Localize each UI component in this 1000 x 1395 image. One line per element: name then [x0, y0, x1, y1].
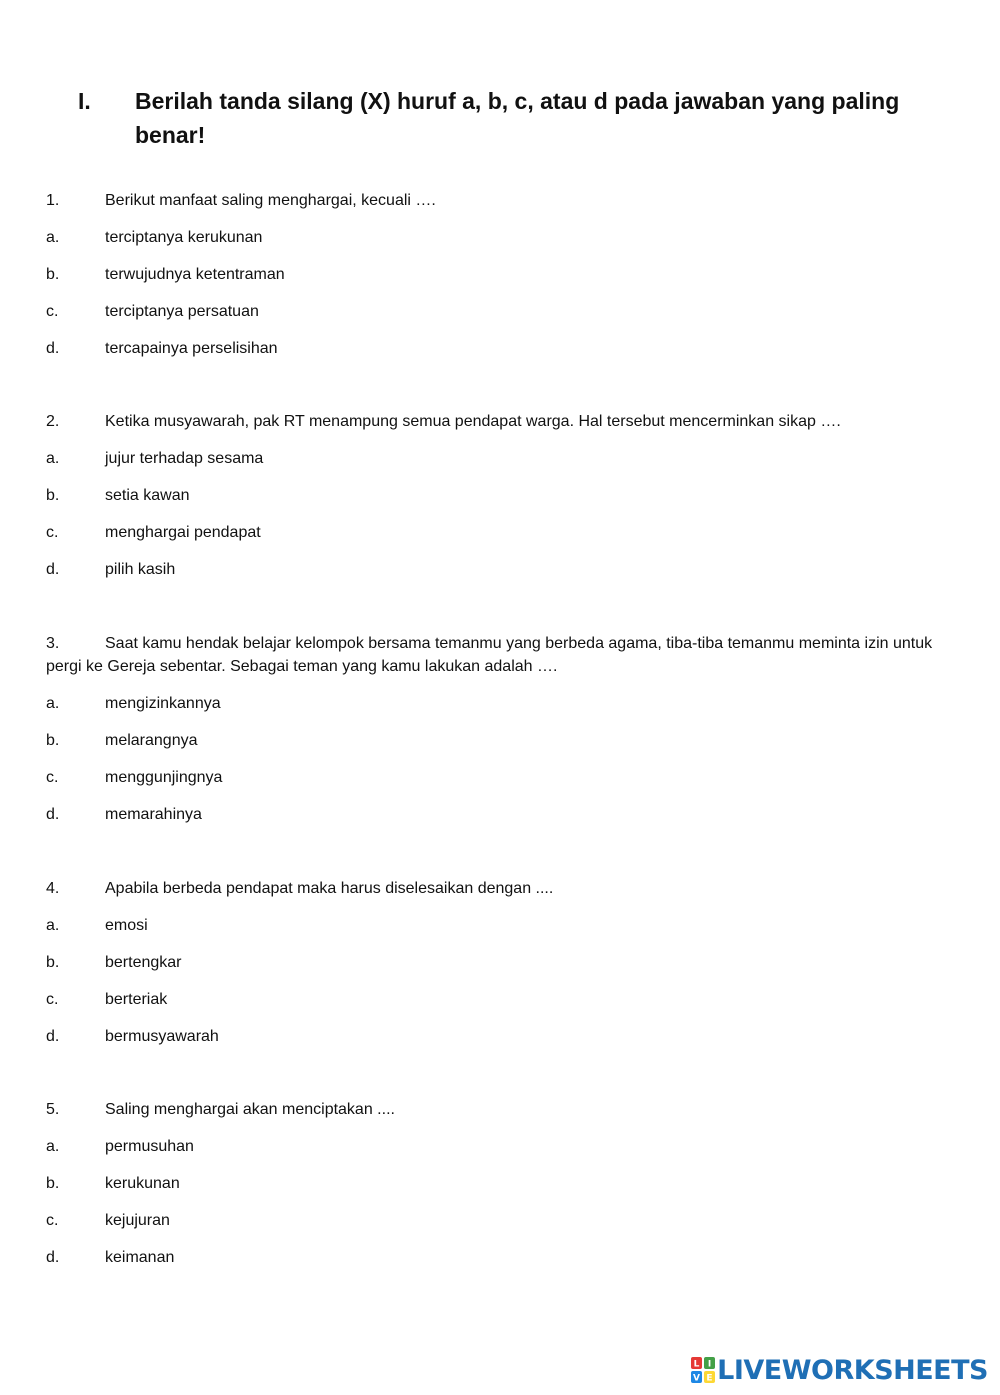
option-text: melarangnya: [105, 732, 198, 749]
option-1c[interactable]: [46, 300, 259, 323]
liveworksheets-brand[interactable]: [691, 1354, 988, 1386]
option-label: b.: [46, 732, 60, 749]
option-label: d.: [46, 561, 60, 578]
question-text: Berikut manfaat saling menghargai, kecuali ….: [105, 192, 436, 209]
option-4c[interactable]: [46, 988, 167, 1011]
question-number: 5.: [46, 1101, 60, 1118]
option-label: b.: [46, 954, 60, 971]
option-label: d.: [46, 1028, 60, 1045]
option-text: setia kawan: [105, 487, 190, 504]
option-label: c.: [46, 524, 59, 541]
option-label: d.: [46, 340, 60, 357]
brand-name: LIVEWORKSHEETS: [717, 1354, 988, 1386]
svg-text:I: I: [707, 1359, 712, 1370]
option-text: bertengkar: [105, 954, 182, 971]
question-text: Apabila berbeda pendapat maka harus diselesaikan dengan ....: [105, 880, 554, 897]
option-5a[interactable]: [46, 1135, 194, 1158]
question-number: 2.: [46, 413, 60, 430]
option-2b[interactable]: [46, 484, 190, 507]
option-label: c.: [46, 1212, 59, 1229]
option-5d[interactable]: [46, 1246, 174, 1269]
option-text: berteriak: [105, 991, 168, 1008]
question-number: 1.: [46, 192, 60, 209]
question-1: [46, 189, 436, 212]
option-text: terciptanya persatuan: [105, 303, 259, 320]
question-number: 4.: [46, 880, 60, 897]
option-label: d.: [46, 806, 60, 823]
option-text: mengizinkannya: [105, 695, 221, 712]
option-label: b.: [46, 1175, 60, 1192]
option-5b[interactable]: [46, 1172, 180, 1195]
option-text: permusuhan: [105, 1138, 194, 1155]
question-text: Ketika musyawarah, pak RT menampung semua pendapat warga. Hal tersebut mencerminkan sikap ….: [105, 413, 841, 430]
option-1b[interactable]: [46, 263, 285, 286]
option-label: a.: [46, 229, 60, 246]
option-2d[interactable]: [46, 558, 175, 581]
question-text: Saat kamu hendak belajar kelompok bersama temanmu yang berbeda agama, tiba-tiba temanmu meminta izin untuk pergi ke Gereja sebentar. Sebagai teman yang kamu lakukan adalah ….: [46, 635, 933, 675]
option-text: terwujudnya ketentraman: [105, 266, 285, 283]
section-title: [78, 84, 938, 152]
option-text: kejujuran: [105, 1212, 170, 1229]
option-3a[interactable]: [46, 692, 221, 715]
option-4d[interactable]: [46, 1025, 219, 1048]
section-instruction: Berilah tanda silang (X) huruf a, b, c, atau d pada jawaban yang paling benar!: [135, 88, 900, 148]
option-3b[interactable]: [46, 729, 198, 752]
svg-text:V: V: [693, 1373, 701, 1383]
option-1a[interactable]: [46, 226, 262, 249]
question-number: 3.: [46, 635, 60, 652]
liveworksheets-logo-icon: [691, 1357, 715, 1383]
option-label: d.: [46, 1249, 60, 1266]
question-2: [46, 410, 841, 433]
question-text: Saling menghargai akan menciptakan ....: [105, 1101, 395, 1118]
option-text: kerukunan: [105, 1175, 180, 1192]
option-text: terciptanya kerukunan: [105, 229, 263, 246]
svg-text:L: L: [693, 1359, 700, 1370]
option-text: menghargai pendapat: [105, 524, 261, 541]
option-text: memarahinya: [105, 806, 202, 823]
option-text: menggunjingnya: [105, 769, 223, 786]
svg-text:E: E: [706, 1373, 713, 1383]
option-1d[interactable]: [46, 337, 278, 360]
option-text: jujur terhadap sesama: [105, 450, 264, 467]
option-4a[interactable]: [46, 914, 148, 937]
option-text: tercapainya perselisihan: [105, 340, 278, 357]
option-text: bermusyawarah: [105, 1028, 219, 1045]
option-3d[interactable]: [46, 803, 202, 826]
section-number: I.: [78, 88, 91, 114]
option-label: a.: [46, 1138, 60, 1155]
option-text: keimanan: [105, 1249, 175, 1266]
option-label: a.: [46, 695, 60, 712]
option-text: emosi: [105, 917, 148, 934]
option-label: a.: [46, 450, 60, 467]
option-text: pilih kasih: [105, 561, 176, 578]
option-label: b.: [46, 487, 60, 504]
option-label: c.: [46, 303, 59, 320]
option-label: b.: [46, 266, 60, 283]
question-3: [46, 632, 946, 678]
option-4b[interactable]: [46, 951, 182, 974]
option-label: c.: [46, 991, 59, 1008]
option-3c[interactable]: [46, 766, 222, 789]
option-5c[interactable]: [46, 1209, 170, 1232]
question-5: [46, 1098, 395, 1121]
option-label: a.: [46, 917, 60, 934]
option-label: c.: [46, 769, 59, 786]
question-4: [46, 877, 553, 900]
option-2a[interactable]: [46, 447, 263, 470]
option-2c[interactable]: [46, 521, 261, 544]
